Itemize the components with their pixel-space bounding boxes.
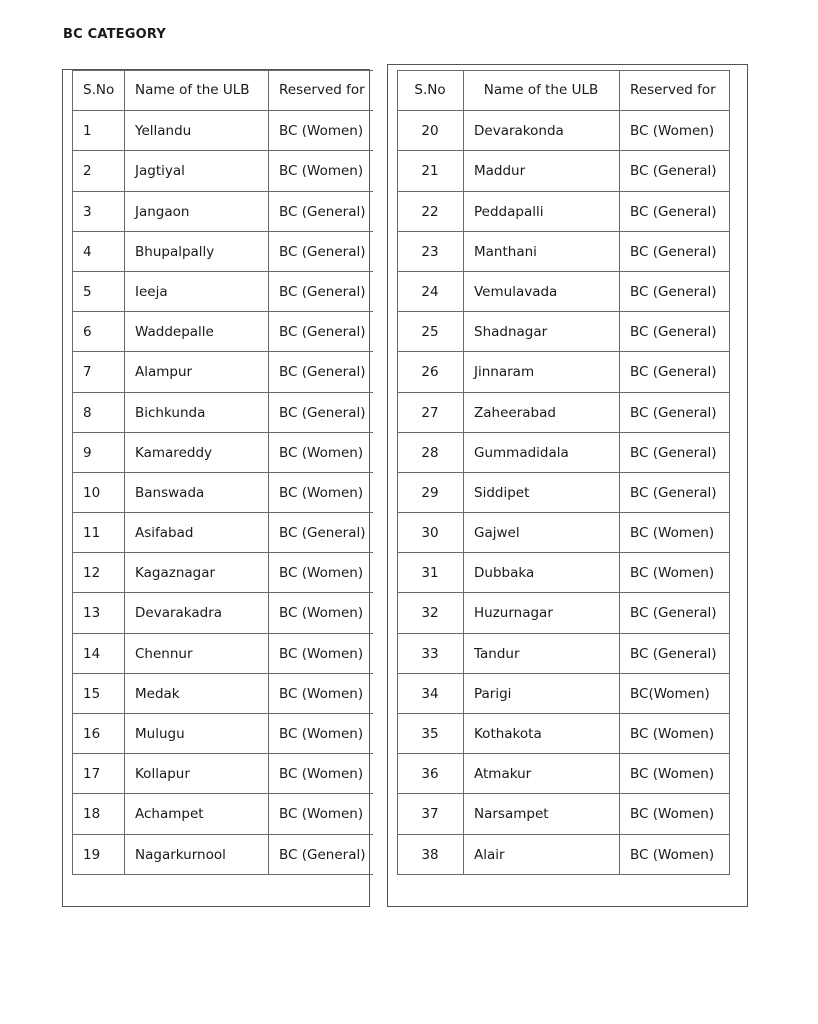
table-row xyxy=(73,271,373,311)
table-row xyxy=(73,352,373,392)
table-row xyxy=(398,352,730,392)
cell-reserved-for: BC (General) xyxy=(620,593,730,633)
table-row xyxy=(398,472,730,512)
header-sno: S.No xyxy=(398,71,464,111)
cell-sno: 6 xyxy=(73,312,125,352)
cell-reserved-for: BC (Women) xyxy=(269,553,373,593)
table-row xyxy=(73,834,373,874)
cell-ulb-name: Jagtiyal xyxy=(125,151,269,191)
cell-ulb-name: Siddipet xyxy=(464,472,620,512)
cell-sno: 24 xyxy=(398,271,464,311)
cell-sno: 21 xyxy=(398,151,464,191)
cell-reserved-for: BC (Women) xyxy=(620,553,730,593)
table-row xyxy=(398,513,730,553)
cell-ulb-name: Gajwel xyxy=(464,513,620,553)
cell-reserved-for: BC (Women) xyxy=(269,151,373,191)
table-row xyxy=(73,191,373,231)
table-row xyxy=(398,392,730,432)
cell-ulb-name: Zaheerabad xyxy=(464,392,620,432)
cell-reserved-for: BC (Women) xyxy=(620,513,730,553)
cell-reserved-for: BC (Women) xyxy=(269,593,373,633)
cell-ulb-name: Medak xyxy=(125,673,269,713)
table-row xyxy=(398,553,730,593)
cell-ulb-name: Vemulavada xyxy=(464,271,620,311)
cell-sno: 15 xyxy=(73,673,125,713)
cell-ulb-name: Chennur xyxy=(125,633,269,673)
cell-sno: 26 xyxy=(398,352,464,392)
cell-reserved-for: BC(Women) xyxy=(620,673,730,713)
cell-ulb-name: Alampur xyxy=(125,352,269,392)
cell-sno: 17 xyxy=(73,754,125,794)
cell-reserved-for: BC (Women) xyxy=(269,673,373,713)
cell-reserved-for: BC (General) xyxy=(269,352,373,392)
cell-reserved-for: BC (Women) xyxy=(620,754,730,794)
cell-ulb-name: Waddepalle xyxy=(125,312,269,352)
cell-reserved-for: BC (Women) xyxy=(269,714,373,754)
cell-ulb-name: Nagarkurnool xyxy=(125,834,269,874)
cell-reserved-for: BC (Women) xyxy=(269,633,373,673)
cell-sno: 32 xyxy=(398,593,464,633)
table-row xyxy=(398,673,730,713)
table-row xyxy=(398,312,730,352)
cell-sno: 19 xyxy=(73,834,125,874)
table-row xyxy=(73,111,373,151)
table-row xyxy=(73,472,373,512)
table-row xyxy=(73,754,373,794)
table-row xyxy=(73,553,373,593)
table-row xyxy=(398,633,730,673)
cell-ulb-name: Gummadidala xyxy=(464,432,620,472)
cell-reserved-for: BC (General) xyxy=(620,151,730,191)
cell-ulb-name: Devarakadra xyxy=(125,593,269,633)
cell-reserved-for: BC (Women) xyxy=(620,714,730,754)
table-row xyxy=(73,794,373,834)
table-row xyxy=(73,593,373,633)
header-name: Name of the ULB xyxy=(125,71,269,111)
cell-ulb-name: Yellandu xyxy=(125,111,269,151)
header-reserved: Reserved for xyxy=(269,71,373,111)
cell-reserved-for: BC (General) xyxy=(620,312,730,352)
table-row xyxy=(398,754,730,794)
cell-ulb-name: Kollapur xyxy=(125,754,269,794)
cell-ulb-name: Achampet xyxy=(125,794,269,834)
table-row xyxy=(73,714,373,754)
cell-reserved-for: BC (Women) xyxy=(620,794,730,834)
cell-reserved-for: BC (Women) xyxy=(620,111,730,151)
cell-ulb-name: Kothakota xyxy=(464,714,620,754)
cell-reserved-for: BC (General) xyxy=(269,271,373,311)
left-table-body xyxy=(73,111,373,875)
cell-sno: 8 xyxy=(73,392,125,432)
table-row xyxy=(73,312,373,352)
table-header-row xyxy=(398,71,730,111)
table-row xyxy=(398,231,730,271)
cell-reserved-for: BC (General) xyxy=(269,191,373,231)
left-reservation-table xyxy=(72,70,373,875)
cell-sno: 4 xyxy=(73,231,125,271)
header-name: Name of the ULB xyxy=(464,71,620,111)
cell-reserved-for: BC (General) xyxy=(269,834,373,874)
cell-ulb-name: Kagaznagar xyxy=(125,553,269,593)
cell-ulb-name: Mulugu xyxy=(125,714,269,754)
cell-ulb-name: Peddapalli xyxy=(464,191,620,231)
cell-ulb-name: Tandur xyxy=(464,633,620,673)
cell-sno: 20 xyxy=(398,111,464,151)
cell-sno: 12 xyxy=(73,553,125,593)
cell-ulb-name: Ieeja xyxy=(125,271,269,311)
table-row xyxy=(398,834,730,874)
table-row xyxy=(73,673,373,713)
header-sno: S.No xyxy=(73,71,125,111)
table-row xyxy=(398,432,730,472)
table-row xyxy=(398,794,730,834)
cell-sno: 27 xyxy=(398,392,464,432)
cell-ulb-name: Manthani xyxy=(464,231,620,271)
cell-sno: 13 xyxy=(73,593,125,633)
table-row xyxy=(398,191,730,231)
cell-sno: 1 xyxy=(73,111,125,151)
table-row xyxy=(73,231,373,271)
cell-reserved-for: BC (Women) xyxy=(269,794,373,834)
table-row xyxy=(73,151,373,191)
cell-sno: 35 xyxy=(398,714,464,754)
cell-reserved-for: BC (Women) xyxy=(269,754,373,794)
cell-ulb-name: Alair xyxy=(464,834,620,874)
table-row xyxy=(73,513,373,553)
cell-reserved-for: BC (General) xyxy=(620,472,730,512)
cell-ulb-name: Atmakur xyxy=(464,754,620,794)
cell-reserved-for: BC (General) xyxy=(620,633,730,673)
cell-sno: 28 xyxy=(398,432,464,472)
cell-ulb-name: Asifabad xyxy=(125,513,269,553)
cell-sno: 22 xyxy=(398,191,464,231)
cell-ulb-name: Parigi xyxy=(464,673,620,713)
table-header-row xyxy=(73,71,373,111)
cell-reserved-for: BC (General) xyxy=(620,231,730,271)
cell-sno: 33 xyxy=(398,633,464,673)
cell-sno: 36 xyxy=(398,754,464,794)
table-row xyxy=(398,151,730,191)
cell-reserved-for: BC (Women) xyxy=(269,111,373,151)
table-row xyxy=(398,111,730,151)
cell-ulb-name: Maddur xyxy=(464,151,620,191)
page-title: BC CATEGORY xyxy=(63,27,166,42)
cell-reserved-for: BC (Women) xyxy=(269,472,373,512)
cell-sno: 18 xyxy=(73,794,125,834)
cell-sno: 16 xyxy=(73,714,125,754)
cell-sno: 29 xyxy=(398,472,464,512)
cell-sno: 10 xyxy=(73,472,125,512)
cell-reserved-for: BC (General) xyxy=(269,392,373,432)
cell-sno: 14 xyxy=(73,633,125,673)
cell-ulb-name: Jangaon xyxy=(125,191,269,231)
cell-sno: 5 xyxy=(73,271,125,311)
cell-ulb-name: Jinnaram xyxy=(464,352,620,392)
cell-sno: 7 xyxy=(73,352,125,392)
table-row xyxy=(73,633,373,673)
cell-ulb-name: Bichkunda xyxy=(125,392,269,432)
cell-sno: 31 xyxy=(398,553,464,593)
cell-reserved-for: BC (Women) xyxy=(620,834,730,874)
cell-sno: 38 xyxy=(398,834,464,874)
cell-ulb-name: Kamareddy xyxy=(125,432,269,472)
cell-sno: 25 xyxy=(398,312,464,352)
cell-reserved-for: BC (General) xyxy=(269,231,373,271)
cell-sno: 23 xyxy=(398,231,464,271)
table-row xyxy=(73,432,373,472)
cell-reserved-for: BC (General) xyxy=(620,352,730,392)
right-reservation-table xyxy=(397,70,730,875)
table-row xyxy=(398,714,730,754)
cell-ulb-name: Narsampet xyxy=(464,794,620,834)
cell-sno: 3 xyxy=(73,191,125,231)
cell-ulb-name: Dubbaka xyxy=(464,553,620,593)
cell-reserved-for: BC (General) xyxy=(269,312,373,352)
cell-ulb-name: Bhupalpally xyxy=(125,231,269,271)
right-table-body xyxy=(398,111,730,875)
cell-ulb-name: Huzurnagar xyxy=(464,593,620,633)
cell-sno: 37 xyxy=(398,794,464,834)
cell-reserved-for: BC (Women) xyxy=(269,432,373,472)
table-row xyxy=(398,593,730,633)
cell-reserved-for: BC (General) xyxy=(620,392,730,432)
cell-ulb-name: Banswada xyxy=(125,472,269,512)
cell-ulb-name: Devarakonda xyxy=(464,111,620,151)
table-row xyxy=(398,271,730,311)
cell-sno: 9 xyxy=(73,432,125,472)
cell-reserved-for: BC (General) xyxy=(620,432,730,472)
table-row xyxy=(73,392,373,432)
cell-sno: 30 xyxy=(398,513,464,553)
cell-ulb-name: Shadnagar xyxy=(464,312,620,352)
cell-sno: 2 xyxy=(73,151,125,191)
cell-reserved-for: BC (General) xyxy=(269,513,373,553)
cell-reserved-for: BC (General) xyxy=(620,191,730,231)
cell-sno: 34 xyxy=(398,673,464,713)
header-reserved: Reserved for xyxy=(620,71,730,111)
cell-reserved-for: BC (General) xyxy=(620,271,730,311)
cell-sno: 11 xyxy=(73,513,125,553)
